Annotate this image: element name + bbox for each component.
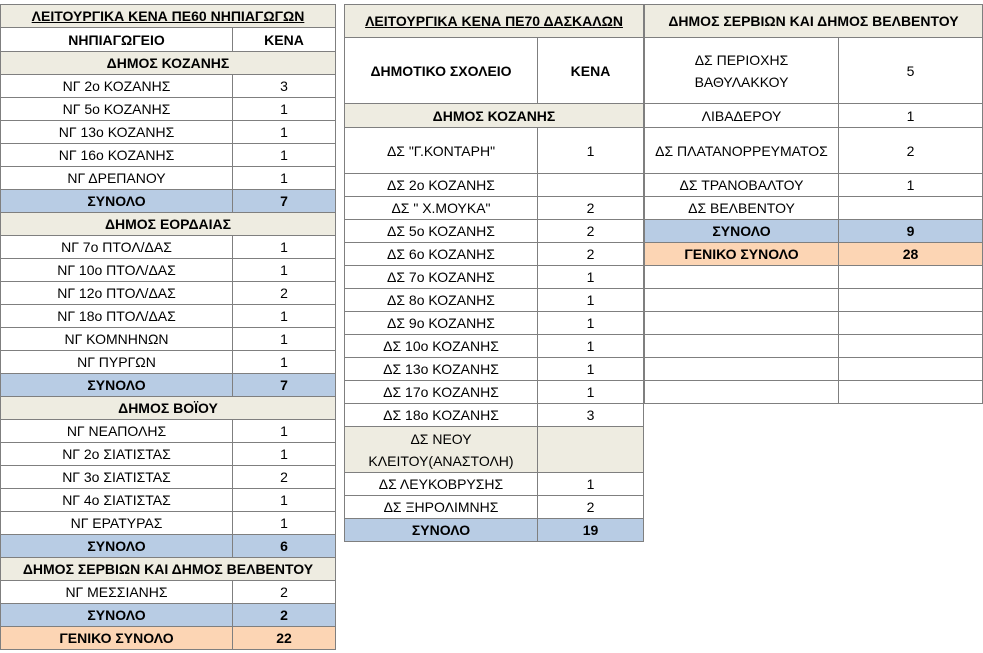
school-name: ΔΣ 10ο ΚΟΖΑΝΗΣ (344, 335, 538, 357)
gap-count: 2 (233, 282, 336, 304)
school-name: ΝΓ 4ο ΣΙΑΤΙΣΤΑΣ (0, 489, 233, 511)
school-name (644, 38, 839, 103)
table-row (0, 328, 336, 351)
group-name: ΔΗΜΟΣ ΚΟΖΑΝΗΣ (0, 52, 336, 74)
empty-cell (644, 358, 839, 380)
servia-table (644, 4, 983, 404)
table-row (644, 197, 983, 220)
school-name: ΝΓ 10ο ΠΤΟΛ/ΔΑΣ (0, 259, 233, 281)
school-name: ΝΓ 2ο ΚΟΖΑΝΗΣ (0, 75, 233, 97)
school-name: ΔΣ 6ο ΚΟΖΑΝΗΣ (344, 243, 538, 265)
empty-cell (839, 312, 983, 334)
school-name: ΝΓ 16ο ΚΟΖΑΝΗΣ (0, 144, 233, 166)
school-name: ΝΓ ΕΡΑΤΥΡΑΣ (0, 512, 233, 534)
school-name: ΝΓ 18ο ΠΤΟΛ/ΔΑΣ (0, 305, 233, 327)
school-name: ΔΣ 5ο ΚΟΖΑΝΗΣ (344, 220, 538, 242)
subtotal-row (344, 519, 644, 542)
table-row (0, 98, 336, 121)
table-row (344, 243, 644, 266)
servia-title-row (644, 4, 983, 38)
school-name: ΝΓ 3ο ΣΙΑΤΙΣΤΑΣ (0, 466, 233, 488)
table-row (0, 121, 336, 144)
servia-title: ΔΗΜΟΣ ΣΕΡΒΙΩΝ ΚΑΙ ΔΗΜΟΣ ΒΕΛΒΕΝΤΟΥ (644, 5, 983, 37)
table-row (0, 305, 336, 328)
gap-count: 1 (233, 167, 336, 189)
gap-count: 1 (538, 381, 644, 403)
table-row (344, 312, 644, 335)
subtotal-value: 6 (233, 535, 336, 557)
empty-cell (644, 381, 839, 403)
gap-count: 2 (233, 466, 336, 488)
subtotal-label: ΣΥΝΟΛΟ (0, 604, 233, 626)
subtotal-label: ΣΥΝΟΛΟ (344, 519, 538, 541)
empty-cell (839, 358, 983, 380)
table-row (344, 128, 644, 174)
subtotal-label: ΣΥΝΟΛΟ (644, 220, 839, 242)
gap-count: 1 (233, 98, 336, 120)
school-name: ΔΣ ΛΕΥΚΟΒΡΥΣΗΣ (344, 473, 538, 495)
school-name: ΔΣ "Γ.ΚΟΝΤΑΡΗ" (344, 128, 538, 173)
school-name-line1: ΔΣ ΠΕΡΙΟΧΗΣ (694, 51, 789, 68)
gap-count: 1 (233, 259, 336, 281)
gap-count: 2 (538, 243, 644, 265)
school-name: ΝΓ 13ο ΚΟΖΑΝΗΣ (0, 121, 233, 143)
grand-total-label: ΓΕΝΙΚΟ ΣΥΝΟΛΟ (0, 627, 233, 649)
empty-row (644, 289, 983, 312)
table-row (644, 104, 983, 128)
table-row (644, 128, 983, 174)
gap-count: 1 (233, 236, 336, 258)
gap-count: 1 (538, 358, 644, 380)
table-row (0, 259, 336, 282)
table-row (0, 443, 336, 466)
group-header (0, 397, 336, 420)
pe70-col-gaps: ΚΕΝΑ (538, 38, 644, 103)
table-row (0, 351, 336, 374)
school-name: ΝΓ ΚΟΜΝΗΝΩΝ (0, 328, 233, 350)
school-name: ΝΓ 12ο ΠΤΟΛ/ΔΑΣ (0, 282, 233, 304)
gap-count: 1 (233, 489, 336, 511)
subtotal-row (0, 604, 336, 627)
gap-count: 1 (233, 328, 336, 350)
grand-total-row (0, 627, 336, 650)
subtotal-label: ΣΥΝΟΛΟ (0, 535, 233, 557)
gap-count: 1 (233, 512, 336, 534)
table-row (0, 167, 336, 190)
grand-total-value: 28 (839, 243, 983, 265)
school-name: ΝΓ ΝΕΑΠΟΛΗΣ (0, 420, 233, 442)
subtotal-row (0, 190, 336, 213)
table-row (344, 289, 644, 312)
gap-count (538, 174, 644, 196)
empty-cell (644, 289, 839, 311)
gap-count: 2 (538, 220, 644, 242)
grand-total-label: ΓΕΝΙΚΟ ΣΥΝΟΛΟ (644, 243, 839, 265)
school-name: ΝΓ 2ο ΣΙΑΤΙΣΤΑΣ (0, 443, 233, 465)
table-row (344, 404, 644, 427)
pe70-header-row (344, 38, 644, 104)
pe60-title: ΛΕΙΤΟΥΡΓΙΚΑ ΚΕΝΑ ΠΕ60 ΝΗΠΙΑΓΩΓΩΝ (0, 5, 336, 27)
gap-count: 1 (538, 335, 644, 357)
table-row (344, 266, 644, 289)
gap-count: 1 (538, 266, 644, 288)
subtotal-value: 2 (233, 604, 336, 626)
subtotal-row (0, 374, 336, 397)
table-row (344, 358, 644, 381)
pe70-title: ΛΕΙΤΟΥΡΓΙΚΑ ΚΕΝΑ ΠΕ70 ΔΑΣΚΑΛΩΝ (344, 5, 644, 37)
school-name: ΛΙΒΑΔΕΡΟΥ (644, 104, 839, 127)
school-name-line1: ΔΣ ΝΕΟΥ (410, 430, 472, 447)
table-row (0, 581, 336, 604)
school-name: ΔΣ 2ο ΚΟΖΑΝΗΣ (344, 174, 538, 196)
gap-count: 3 (233, 75, 336, 97)
subtotal-row (0, 535, 336, 558)
school-name: ΝΓ 7ο ΠΤΟΛ/ΔΑΣ (0, 236, 233, 258)
empty-cell (839, 381, 983, 403)
subtotal-value: 9 (839, 220, 983, 242)
school-name: ΔΣ 7ο ΚΟΖΑΝΗΣ (344, 266, 538, 288)
gap-count: 1 (233, 351, 336, 373)
gap-count: 5 (839, 38, 983, 103)
table-row (0, 144, 336, 167)
pe70-table (344, 4, 644, 542)
table-row (344, 174, 644, 197)
group-header (0, 52, 336, 75)
table-row (0, 420, 336, 443)
pe60-col-school: ΝΗΠΙΑΓΩΓΕΙΟ (0, 28, 233, 51)
gap-count: 1 (233, 443, 336, 465)
gap-count: 2 (538, 197, 644, 219)
school-name: ΝΓ ΠΥΡΓΩΝ (0, 351, 233, 373)
table-row (344, 473, 644, 496)
school-name: ΔΣ ΞΗΡΟΛΙΜΝΗΣ (344, 496, 538, 518)
gap-count: 1 (839, 174, 983, 196)
group-name: ΔΗΜΟΣ ΚΟΖΑΝΗΣ (344, 104, 644, 127)
table-row (644, 38, 983, 104)
school-name: ΔΣ " Χ.ΜΟΥΚΑ" (344, 197, 538, 219)
school-name: ΝΓ ΔΡΕΠΑΝΟΥ (0, 167, 233, 189)
school-name: ΔΣ ΤΡΑΝΟΒΑΛΤΟΥ (644, 174, 839, 196)
school-name (344, 427, 538, 472)
subtotal-value: 7 (233, 190, 336, 212)
subtotal-label: ΣΥΝΟΛΟ (0, 190, 233, 212)
pe60-table (0, 4, 336, 650)
school-name: ΔΣ 8ο ΚΟΖΑΝΗΣ (344, 289, 538, 311)
gap-count: 1 (233, 144, 336, 166)
pe60-title-row (0, 4, 336, 28)
empty-cell (839, 289, 983, 311)
table-row (344, 197, 644, 220)
school-name: ΔΣ 17ο ΚΟΖΑΝΗΣ (344, 381, 538, 403)
gap-count: 1 (233, 420, 336, 442)
table-row (344, 381, 644, 404)
gap-count: 1 (233, 305, 336, 327)
gap-count: 1 (538, 473, 644, 495)
table-row (0, 282, 336, 305)
table-row (0, 489, 336, 512)
subtotal-label: ΣΥΝΟΛΟ (0, 374, 233, 396)
school-name-line2: ΚΛΕΙΤΟΥ(ΑΝΑΣΤΟΛΗ) (368, 452, 514, 469)
subtotal-value: 19 (538, 519, 644, 541)
table-row (0, 466, 336, 489)
school-name: ΔΣ 18ο ΚΟΖΑΝΗΣ (344, 404, 538, 426)
school-name: ΝΓ ΜΕΣΣΙΑΝΗΣ (0, 581, 233, 603)
school-name: ΔΣ 9ο ΚΟΖΑΝΗΣ (344, 312, 538, 334)
gap-count: 1 (538, 128, 644, 173)
pe60-col-gaps: ΚΕΝΑ (233, 28, 336, 51)
group-header (0, 558, 336, 581)
group-name: ΔΗΜΟΣ ΕΟΡΔΑΙΑΣ (0, 213, 336, 235)
gap-count: 1 (538, 312, 644, 334)
gap-count: 2 (233, 581, 336, 603)
subtotal-row (644, 220, 983, 243)
gap-count (538, 427, 644, 472)
school-name-line2: ΒΑΘΥΛΑΚΚΟΥ (694, 73, 789, 90)
table-row (644, 174, 983, 197)
empty-cell (644, 312, 839, 334)
grand-total-value: 22 (233, 627, 336, 649)
group-name: ΔΗΜΟΣ ΣΕΡΒΙΩΝ ΚΑΙ ΔΗΜΟΣ ΒΕΛΒΕΝΤΟΥ (0, 558, 336, 580)
empty-row (644, 381, 983, 404)
group-header (0, 213, 336, 236)
grand-total-row (644, 243, 983, 266)
pe60-header-row (0, 28, 336, 52)
pe70-title-row (344, 4, 644, 38)
suspended-row (344, 427, 644, 473)
empty-cell (839, 266, 983, 288)
gap-count: 2 (538, 496, 644, 518)
empty-row (644, 358, 983, 381)
table-row (0, 236, 336, 259)
pe70-col-school: ΔΗΜΟΤΙΚΟ ΣΧΟΛΕΙΟ (344, 38, 538, 103)
table-row (344, 496, 644, 519)
school-name: ΝΓ 5ο ΚΟΖΑΝΗΣ (0, 98, 233, 120)
school-name: ΔΣ ΠΛΑΤΑΝΟΡΡΕΥΜΑΤΟΣ (644, 128, 839, 173)
empty-cell (644, 266, 839, 288)
group-name: ΔΗΜΟΣ ΒΟΪΟΥ (0, 397, 336, 419)
table-row (0, 75, 336, 98)
gap-count: 1 (233, 121, 336, 143)
table-row (344, 220, 644, 243)
empty-row (644, 312, 983, 335)
gap-count: 2 (839, 128, 983, 173)
table-row (344, 335, 644, 358)
empty-row (644, 266, 983, 289)
empty-row (644, 335, 983, 358)
school-name: ΔΣ ΒΕΛΒΕΝΤΟΥ (644, 197, 839, 219)
empty-cell (839, 335, 983, 357)
group-header (344, 104, 644, 128)
subtotal-value: 7 (233, 374, 336, 396)
gap-count: 3 (538, 404, 644, 426)
table-row (0, 512, 336, 535)
school-name: ΔΣ 13ο ΚΟΖΑΝΗΣ (344, 358, 538, 380)
gap-count (839, 197, 983, 219)
gap-count: 1 (538, 289, 644, 311)
gap-count: 1 (839, 104, 983, 127)
empty-cell (644, 335, 839, 357)
